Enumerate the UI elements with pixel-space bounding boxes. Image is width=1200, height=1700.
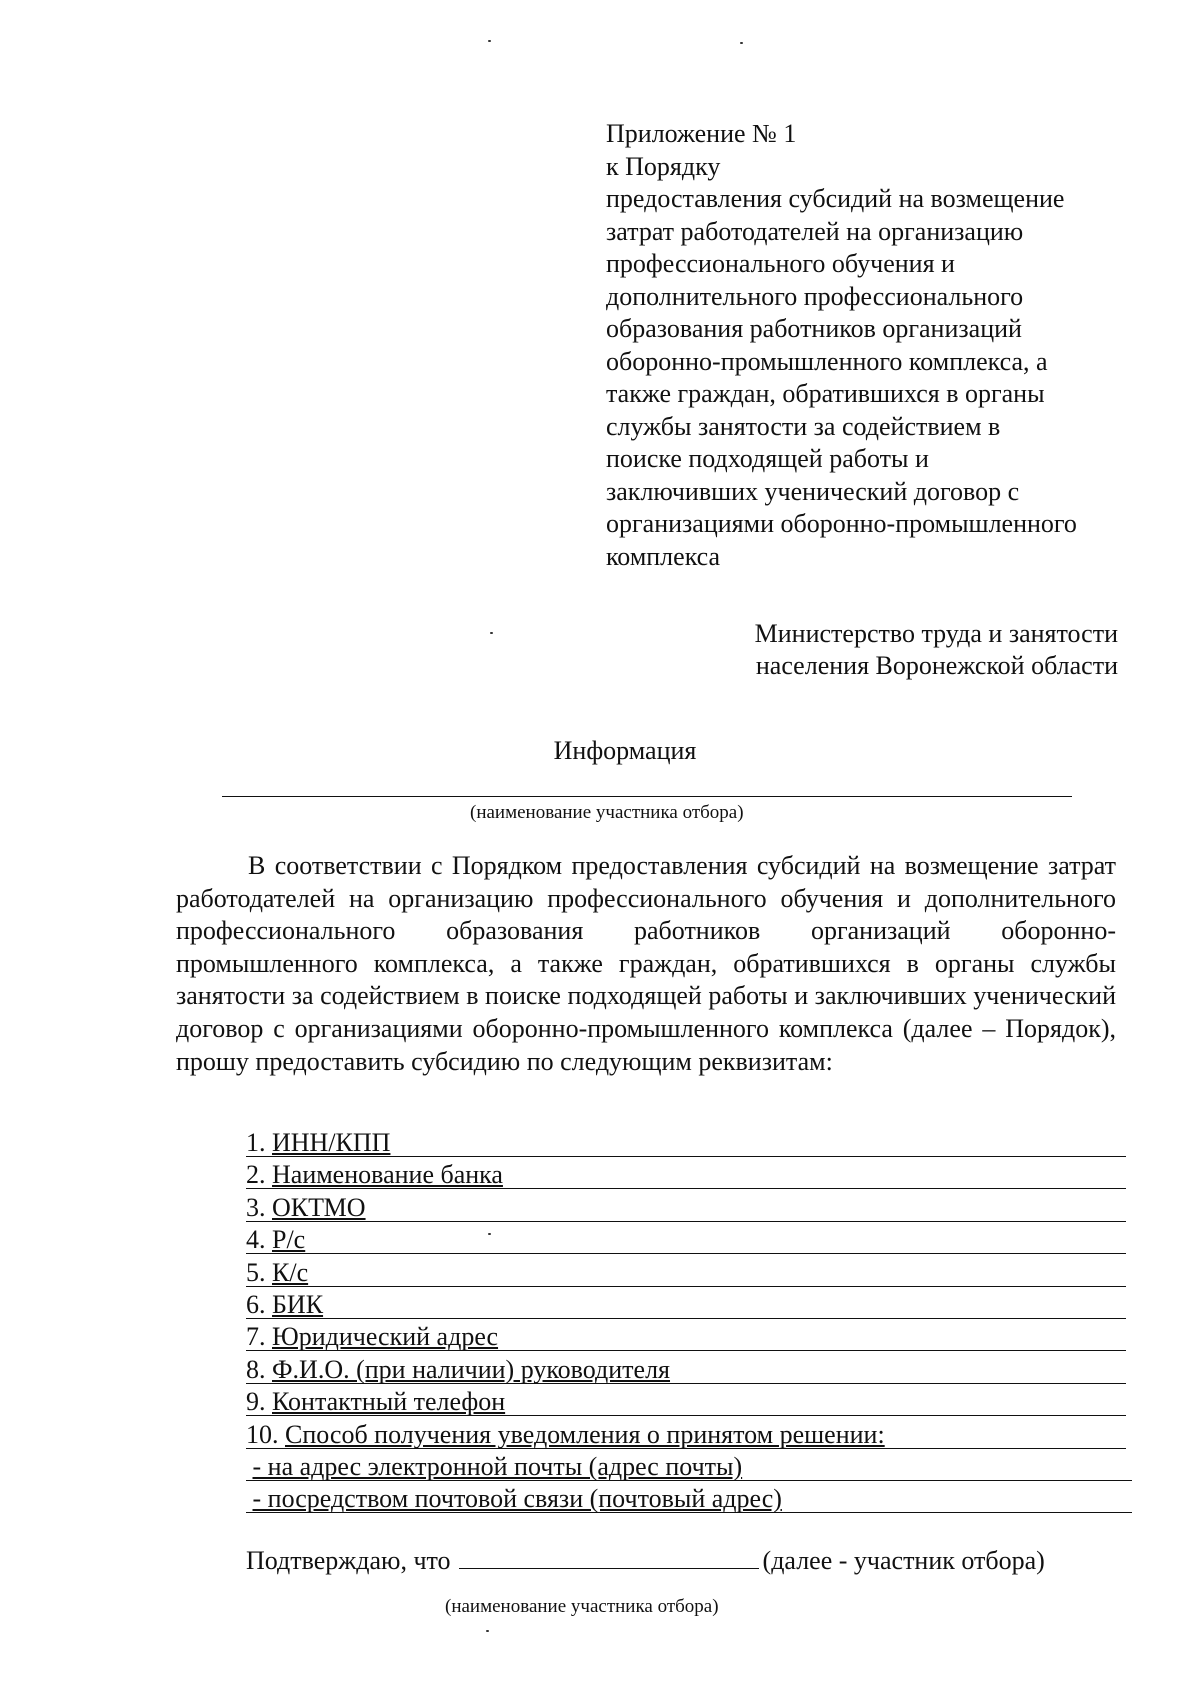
requisite-number: 2.	[246, 1160, 266, 1190]
scan-speck	[486, 1630, 489, 1632]
requisite-number: 4.	[246, 1225, 266, 1255]
requisite-number: 10.	[246, 1419, 279, 1449]
requisite-label: - посредством почтовой связи (почтовый адрес)	[252, 1484, 782, 1514]
requisite-number: 3.	[246, 1192, 266, 1222]
fill-line	[246, 1318, 1126, 1319]
requisite-label: ИНН/КПП	[272, 1128, 391, 1157]
appendix-line: предоставления субсидий на возмещение	[606, 184, 1065, 213]
appendix-line: организациями оборонно-промышленного	[606, 509, 1077, 538]
requisite-number: 5.	[246, 1257, 266, 1287]
fill-line	[246, 1286, 1126, 1287]
requisite-row-postal-option[interactable]	[246, 1484, 1126, 1516]
scan-speck	[740, 42, 743, 44]
appendix-line: службы занятости за содействием в	[606, 411, 1001, 441]
appendix-line: образования работников организаций	[606, 314, 1022, 343]
participant-name-blank[interactable]	[459, 1544, 759, 1569]
requisite-row-inn-kpp[interactable]	[246, 1128, 1126, 1160]
addressee-line-2: населения Воронежской области	[755, 651, 1118, 680]
requisite-row-oktmo[interactable]	[246, 1193, 1126, 1225]
participant-name-caption: (наименование участника отбора)	[470, 802, 744, 823]
requisite-row-bank-name[interactable]	[246, 1160, 1126, 1192]
requisite-label: Юридический адрес	[272, 1322, 499, 1352]
confirm-suffix: (далее - участник отбора)	[762, 1546, 1045, 1575]
requisite-label: Наименование банка	[272, 1160, 503, 1190]
appendix-line: дополнительного профессионального	[606, 281, 1024, 311]
requisite-row-legal-address[interactable]	[246, 1322, 1126, 1354]
request-paragraph: В соответствии с Порядком предоставления субсидий на возмещение затрат работодателей на организацию профессионального обучения и дополнительного профессионального образования работников организаций оборонно-промышленного комплекса, а также граждан, обратившихся в органы службы занятости за содействием в поиске подходящей работы и заключивших ученический договор с организациями оборонно-промышленного комплекса (далее – Порядок), прошу предоставить субсидию по следующим реквизитам:	[176, 851, 1116, 1076]
appendix-line: комплекса	[606, 541, 721, 571]
confirm-name-caption: (наименование участника отбора)	[445, 1596, 719, 1617]
requisite-row-settlement-account[interactable]	[246, 1225, 1126, 1257]
requisite-label: ОКТМО	[272, 1192, 366, 1222]
requisite-label: Контактный телефон	[272, 1387, 506, 1417]
requisite-label: К/с	[272, 1257, 309, 1287]
appendix-line: Приложение № 1	[606, 119, 797, 148]
appendix-line: профессионального обучения и	[606, 249, 955, 278]
appendix-line: также граждан, обратившихся в органы	[606, 379, 1045, 408]
requisite-number: 8.	[246, 1354, 266, 1384]
requisite-row-contact-phone[interactable]	[246, 1387, 1126, 1419]
addressee-line-1: Министерство труда и занятости	[754, 619, 1118, 648]
requisite-label: Способ получения уведомления о принятом решении:	[285, 1419, 885, 1449]
requisite-row-director-name[interactable]	[246, 1355, 1126, 1387]
requisite-row-email-option[interactable]	[246, 1452, 1126, 1484]
appendix-line: оборонно-промышленного комплекса, а	[606, 346, 1048, 376]
appendix-line: затрат работодателей на организацию	[606, 216, 1024, 246]
scan-speck	[490, 632, 493, 634]
scan-speck	[488, 40, 491, 42]
fill-line	[246, 1253, 1126, 1254]
addressee-block	[755, 618, 1118, 682]
appendix-line: к Порядку	[606, 151, 721, 181]
requisite-label: - на адрес электронной почты (адрес почты)	[252, 1451, 743, 1481]
requisite-number: 9.	[246, 1387, 266, 1417]
confirm-prefix: Подтверждаю, что	[246, 1546, 451, 1575]
requisite-row-bik[interactable]	[246, 1290, 1126, 1322]
document-title: Информация	[553, 736, 697, 765]
fill-line	[246, 1221, 1126, 1222]
appendix-header	[606, 118, 1146, 573]
requisite-row-notification-method[interactable]	[246, 1420, 1126, 1452]
confirmation-row	[246, 1544, 1126, 1576]
appendix-line: поиске подходящей работы и	[606, 444, 929, 473]
requisite-number: 7.	[246, 1322, 266, 1352]
requisites-list	[246, 1128, 1126, 1517]
requisite-number: 6.	[246, 1289, 266, 1319]
requisite-label: Ф.И.О. (при наличии) руководителя	[272, 1354, 671, 1384]
requisite-row-correspondent-account[interactable]	[246, 1258, 1126, 1290]
requisite-label: Р/с	[272, 1225, 306, 1255]
participant-name-line[interactable]	[222, 796, 1072, 797]
requisite-number: 1.	[246, 1128, 266, 1157]
requisite-label: БИК	[272, 1289, 324, 1319]
appendix-line: заключивших ученический договор с	[606, 476, 1020, 506]
